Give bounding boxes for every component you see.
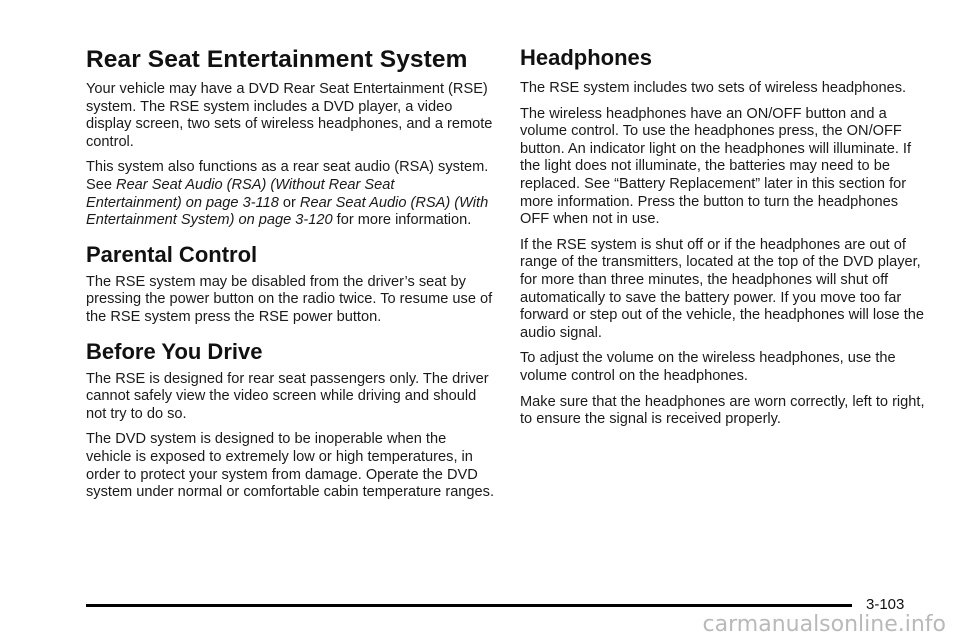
- section-title: Rear Seat Entertainment System: [86, 46, 468, 73]
- footer-rule: [86, 604, 852, 607]
- before-you-drive-paragraph-1: The RSE is designed for rear seat passengers only. The driver cannot safely view the video screen while driving and should not try to do so.: [86, 370, 489, 422]
- headphones-paragraph-3: If the RSE system is shut off or if the headphones are out of range of the transmitters, located at the top of the DVD player, for more than three minutes, the headphones will shut off automatically to save the battery power. If you move too far forward or step out of the vehicle, the headphones will lose the audio signal.: [520, 236, 925, 341]
- before-you-drive-heading: Before You Drive: [86, 338, 263, 364]
- left-column: [86, 40, 494, 510]
- rsa-paragraph: [86, 159, 494, 229]
- rsa-text-1: This system also functions as a rear seat audio (RSA) system. See: [86, 159, 489, 193]
- watermark: carmanualsonline.info: [702, 612, 946, 637]
- parental-control-paragraph: The RSE system may be disabled from the driver’s seat by pressing the power button on the radio twice. To resume use of the RSE system press the RSE power button.: [86, 273, 493, 325]
- parental-control-heading: Parental Control: [86, 241, 258, 267]
- right-column: [520, 40, 928, 437]
- intro-paragraph: Your vehicle may have a DVD Rear Seat Entertainment (RSE) system. The RSE system includes a DVD player, a video display screen, two sets of wireless headphones, and a remote control.: [86, 81, 493, 150]
- rsa-text-3: for more information.: [332, 212, 472, 229]
- headphones-paragraph-4: To adjust the volume on the wireless headphones, use the volume control on the headphones.: [520, 350, 896, 384]
- headphones-paragraph-1: The RSE system includes two sets of wireless headphones.: [520, 80, 907, 96]
- rsa-text-2: or: [278, 194, 300, 211]
- headphones-paragraph-5: Make sure that the headphones are worn correctly, left to right, to ensure the signal is received properly.: [520, 393, 925, 428]
- before-you-drive-paragraph-2: The DVD system is designed to be inoperable when the vehicle is exposed to extremely low or high temperatures, in order to protect your system from damage. Operate the DVD system under normal or comfortable cabin temperature ranges.: [86, 431, 495, 501]
- page-number: 3-103: [866, 596, 905, 613]
- headphones-heading: Headphones: [520, 45, 653, 70]
- rsa-reference-without-rse[interactable]: Rear Seat Audio (RSA) (Without Rear Seat Entertainment) on page 3-118: [86, 176, 395, 211]
- rsa-reference-with-rse[interactable]: Rear Seat Audio (RSA) (With Entertainment System) on page 3-120: [86, 194, 489, 229]
- headphones-paragraph-2: The wireless headphones have an ON/OFF button and a volume control. To use the headphones press, the ON/OFF button. An indicator light on the headphones will illuminate. If the light does not illuminate, the batteries may need to be replaced. See “Battery Replacement” later in this section for more information. Press the button to turn the headphones OFF when not in use.: [520, 105, 912, 228]
